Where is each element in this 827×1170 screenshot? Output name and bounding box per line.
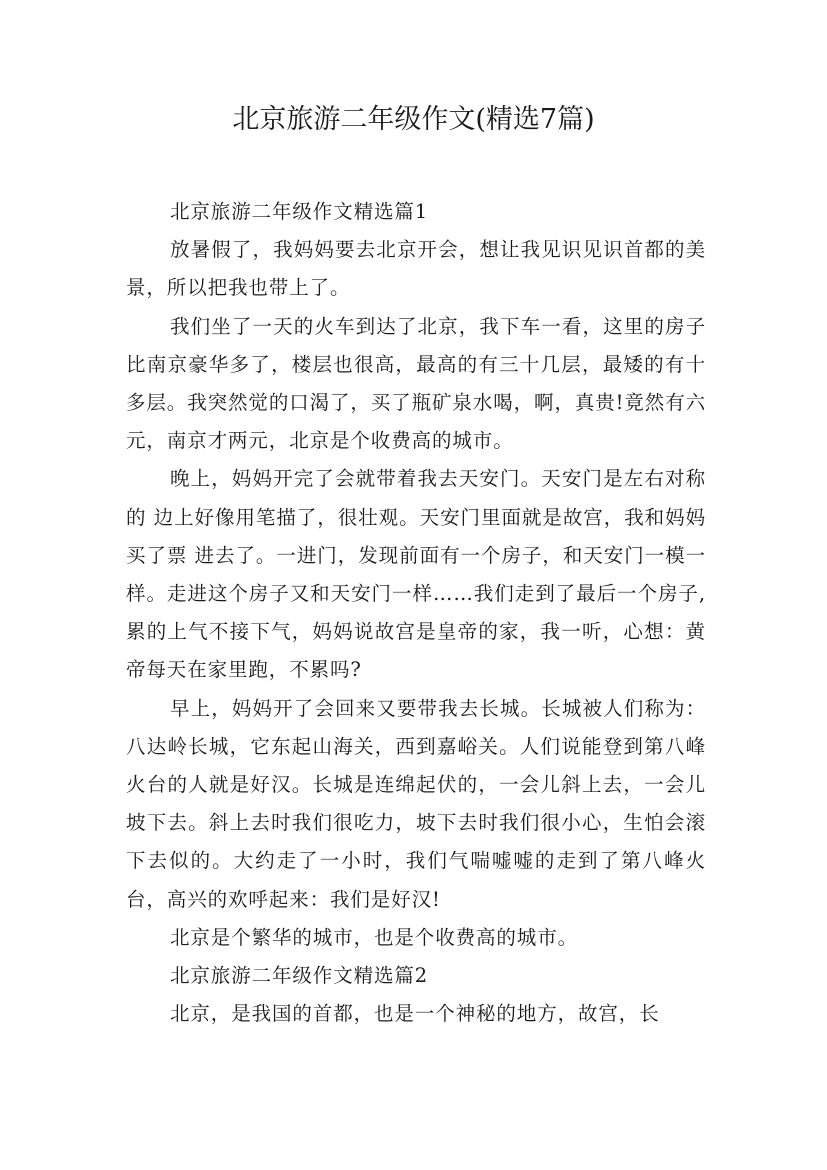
- paragraph: 北京是个繁华的城市，也是个收费高的城市。: [170, 925, 579, 949]
- section-heading: 北京旅游二年级作文精选篇2: [170, 964, 429, 988]
- document-body: [126, 193, 706, 1033]
- document-title: 北京旅游二年级作文(精选7篇): [232, 104, 595, 135]
- paragraph: 放暑假了，我妈妈要去北京开会，想让我见识见识首都的美景，所以把我也带上了。: [126, 238, 706, 300]
- paragraph: 晚上，妈妈开完了会就带着我去天安门。天安门是左右对称的 边上好像用笔描了，很壮观。天安门里面就是故宫，我和妈妈买了票 进去了。一进门，发现前面有一个房子，和天安门一模一样。走进这个房子又和天安门一样……我们走到了最后一个房子,累的上气不接下气，妈妈说故宫是皇帝的家，我一听，心想：黄帝每天在家里跑，不累吗?: [126, 467, 706, 682]
- section-heading: 北京旅游二年级作文精选篇1: [170, 200, 429, 223]
- paragraph: 早上，妈妈开了会回来又要带我去长城。长城被人们称为：八达岭长城，它东起山海关，西到嘉峪关。人们说能登到第八峰火台的人就是好汉。长城是连绵起伏的，一会儿斜上去，一会儿坡下去。斜上去时我们很吃力，坡下去时我们很小心，生怕会滚下去似的。大约走了一小时，我们气喘嘘嘘的走到了第八峰火台，高兴的欢呼起来：我们是好汉!: [126, 696, 706, 911]
- paragraph: 北京，是我国的首都，也是一个神秘的地方，故宫，长: [170, 1002, 660, 1026]
- paragraph: 我们坐了一天的火车到达了北京，我下车一看，这里的房子比南京豪华多了，楼层也很高，最高的有三十几层，最矮的有十多层。我突然觉的口渴了，买了瓶矿泉水喝，啊，真贵!竟然有六元，南京才两元，北京是个收费高的城市。: [126, 314, 706, 453]
